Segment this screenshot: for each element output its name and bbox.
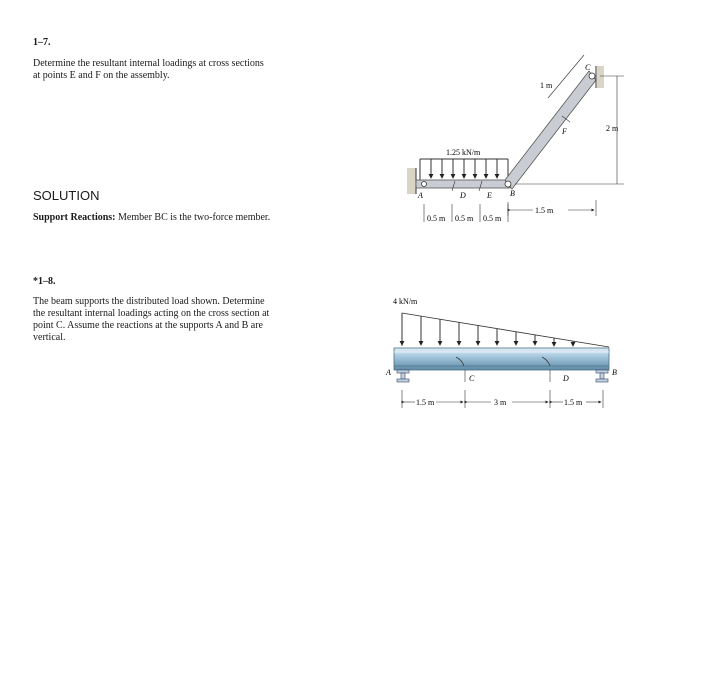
label-d-1: D xyxy=(460,191,466,200)
problem-1-7-number: 1–7. xyxy=(33,37,51,48)
label-b-2: B xyxy=(612,368,617,377)
problem-1-8-number: *1–8. xyxy=(33,276,56,287)
label-e-1: E xyxy=(487,191,492,200)
support-b-2 xyxy=(596,370,608,382)
dim-0-5m-a: 0.5 m xyxy=(427,214,446,223)
label-a-1: A xyxy=(418,191,423,200)
dim-mid-2: 3 m xyxy=(494,398,507,407)
problem-1-7-line: Determine the resultant internal loadings at cross sections xyxy=(33,58,264,69)
solution-heading: SOLUTION xyxy=(33,188,100,203)
dim-2m: 2 m xyxy=(606,124,619,133)
dim-1m: 1 m xyxy=(540,81,553,90)
distributed-load-2 xyxy=(402,313,609,347)
dim-left-2: 1.5 m xyxy=(416,398,435,407)
support-a-2 xyxy=(397,370,409,382)
solution-bold: Support Reactions: xyxy=(33,212,116,223)
label-a-2: A xyxy=(386,368,391,377)
problem-1-7-line: at points E and F on the assembly. xyxy=(33,70,170,81)
problem-1-8-line: vertical. xyxy=(33,332,66,343)
label-d-2: D xyxy=(563,374,569,383)
load-label-2: 4 kN/m xyxy=(393,297,418,306)
problem-1-8-line: The beam supports the distributed load shown. Determine xyxy=(33,296,265,307)
problem-1-8-line: point C. Assume the reactions at the supports A and B are xyxy=(33,320,263,331)
label-c-1: C xyxy=(585,63,591,72)
label-f-1: F xyxy=(562,127,567,136)
dim-1-5m-1: 1.5 m xyxy=(535,206,554,215)
problem-1-8-line: the resultant internal loadings acting on the cross section at xyxy=(33,308,270,319)
beam-2 xyxy=(394,348,609,370)
label-b-1: B xyxy=(510,189,515,198)
solution-rest: Member BC is the two-force member. xyxy=(115,212,271,223)
dim-0-5m-c: 0.5 m xyxy=(483,214,502,223)
load-label-1: 1.25 kN/m xyxy=(446,148,481,157)
label-c-2: C xyxy=(469,374,475,383)
dim-right-2: 1.5 m xyxy=(564,398,583,407)
dim-0-5m-b: 0.5 m xyxy=(455,214,474,223)
